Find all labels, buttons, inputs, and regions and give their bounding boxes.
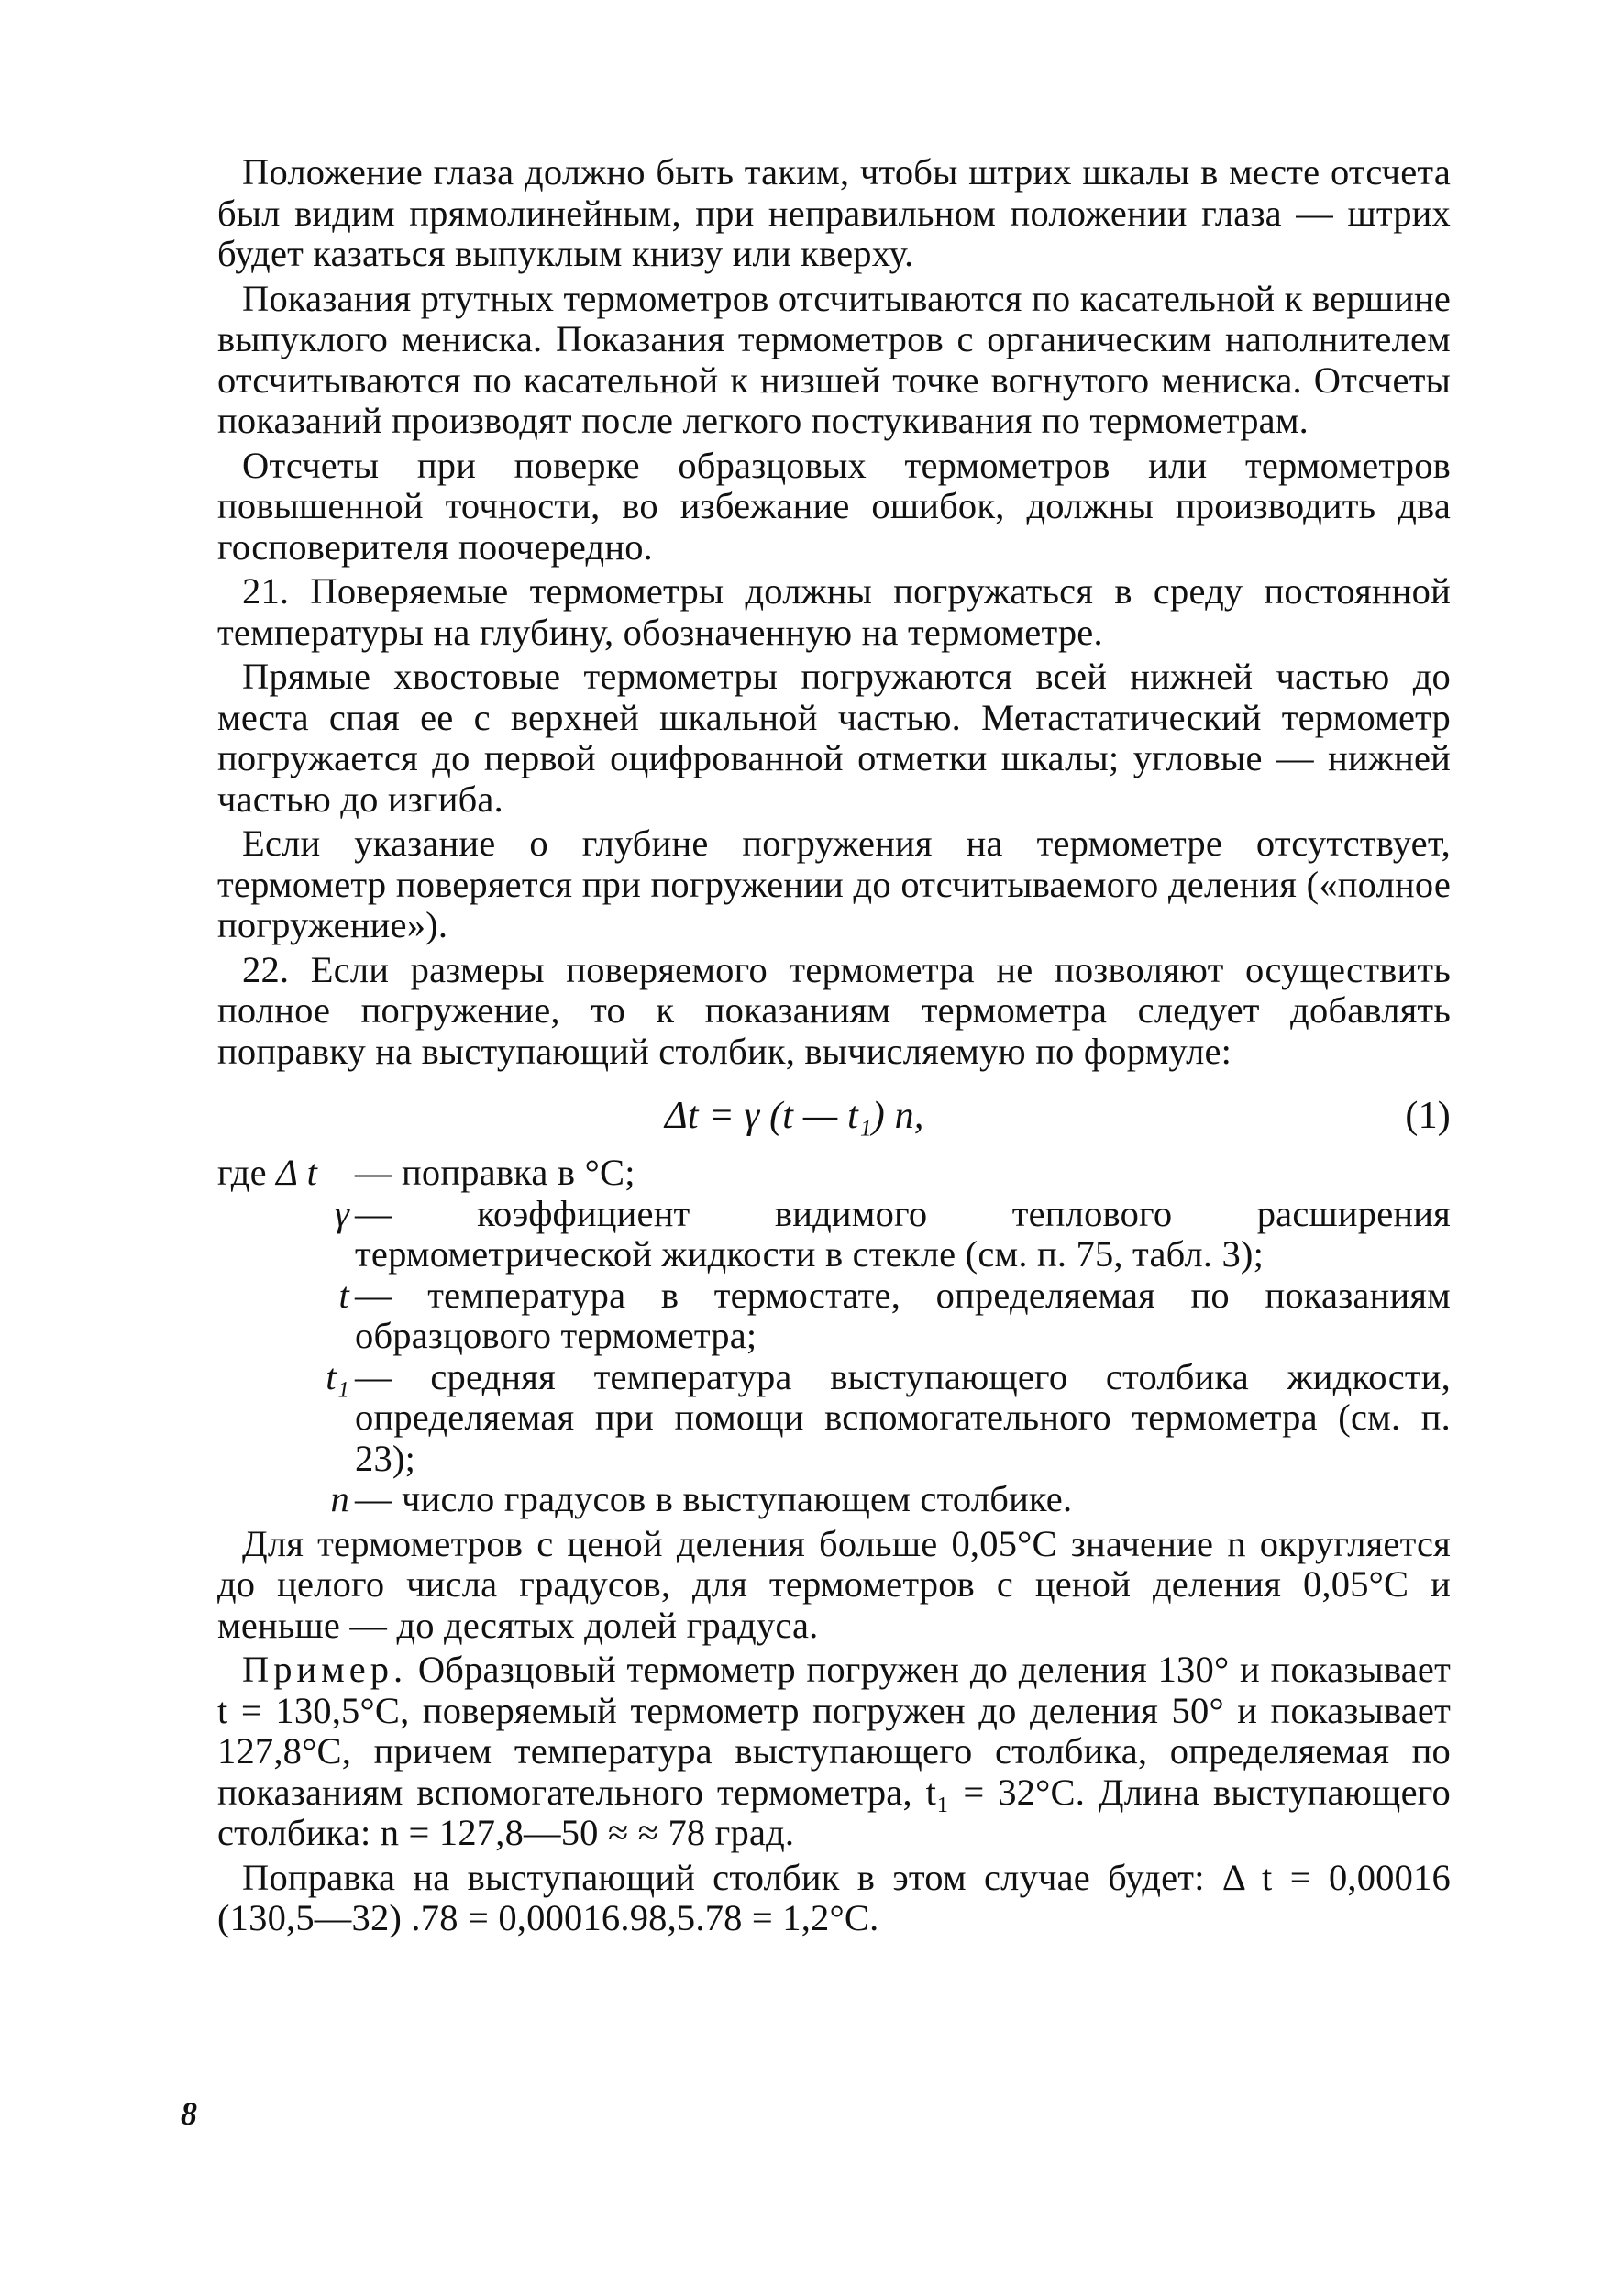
paragraph-section-22: 22. Если размеры поверяемого термометра не позволяют осуществить полное погружение, то к показаниям термометра следует добавлять поправку на выступающий столбик, вычисляемую по формуле: (217, 948, 1451, 1072)
legend-row-t1 (217, 1357, 1451, 1480)
legend-text-delta-t: — поправка в °С; (355, 1152, 635, 1193)
formula-row (217, 1092, 1451, 1145)
legend-symbol-gamma: γ (334, 1192, 349, 1234)
legend-symbol-t: t (338, 1274, 349, 1316)
legend-row-t (217, 1275, 1451, 1357)
formula-number: (1) (1405, 1095, 1451, 1137)
example-label: Пример. (242, 1649, 408, 1690)
legend-row-n (217, 1479, 1451, 1520)
legend-text-n: — число градусов в выступающем столбике. (355, 1478, 1073, 1519)
legend-text-gamma: — коэффициент видимого теплового расширения термометрической жидкости в стекле (см. п. 75, табл. 3); (355, 1192, 1451, 1275)
formula-legend (217, 1153, 1451, 1520)
body-text (217, 152, 1451, 1943)
paragraph-mercury-readings: Показания ртутных термометров отсчитываются по касательной к вершине выпуклого мениска. Показания термометров с органическим наполнителем отсчитываются по касательной к низшей точке вогнутого мениска. Отсчеты показаний производят после легкого постукивания по термометрам. (217, 277, 1451, 441)
legend-symbol-t1: t₁ (326, 1355, 349, 1397)
legend-row-delta-t (217, 1153, 1451, 1194)
legend-row-gamma (217, 1194, 1451, 1275)
paragraph-section-21: 21. Поверяемые термометры должны погружаться в среду постоянной температуры на глубину, обозначенную на термометре. (217, 570, 1451, 653)
example-text: Образцовый термометр погружен до деления 130° и показывает t = 130,5°С, поверяемый термометр погружен до деления 50° и показывает 127,8°С, причем температура выступающего столбика, определяемая по показаниям вспомогательного термометра, t₁ = 32°С. Длина выступающего столбика: n = 127,8—50 ≈ ≈ 78 град. (217, 1649, 1451, 1853)
paragraph-eye-position: Положение глаза должно быть таким, чтобы штрих шкалы в месте отсчета был видим прямолинейным, при неправильном положении глаза — штрих будет казаться выпуклым книзу или кверху. (217, 151, 1451, 274)
legend-text-t: — температура в термостате, определяемая по показаниям образцового термометра; (355, 1274, 1451, 1356)
paragraph-rounding-rule: Для термометров с ценой деления больше 0,05°С значение n округляется до целого числа градусов, для термометров с ценой деления 0,05°С и меньше — до десятых долей градуса. (217, 1522, 1451, 1646)
paragraph-correction-result: Поправка на выступающий столбик в этом случае будет: Δ t = 0,00016 (130,5—32) .78 = 0,00016.98,5.78 = 1,2°С. (217, 1856, 1451, 1938)
paragraph-full-immersion: Если указание о глубине погружения на термометре отсутствует, термометр поверяется при погружении до отсчитываемого деления («полное погружение»). (217, 822, 1451, 945)
legend-text-t1: — средняя температура выступающего столбика жидкости, определяемая при помощи вспомогательного термометра (см. п. 23); (355, 1355, 1451, 1479)
legend-symbol-delta-t: где Δ t (217, 1152, 318, 1193)
formula-expression: Δt = γ (t — t₁) n, (665, 1095, 924, 1137)
page-number: 8 (181, 2095, 197, 2132)
legend-symbol-n: n (330, 1478, 349, 1519)
paragraph-reference-readings: Отсчеты при поверке образцовых термометров или термометров повышенной точности, во избежание ошибок, должны производить два госповерителя поочередно. (217, 444, 1451, 568)
paragraph-straight-thermometers: Прямые хвостовые термометры погружаются всей нижней частью до места спая ее с верхней шкальной частью. Метастатический термометр погружается до первой оцифрованной отметки шкалы; угловые — нижней частью до изгиба. (217, 656, 1451, 820)
paragraph-example (217, 1650, 1451, 1854)
